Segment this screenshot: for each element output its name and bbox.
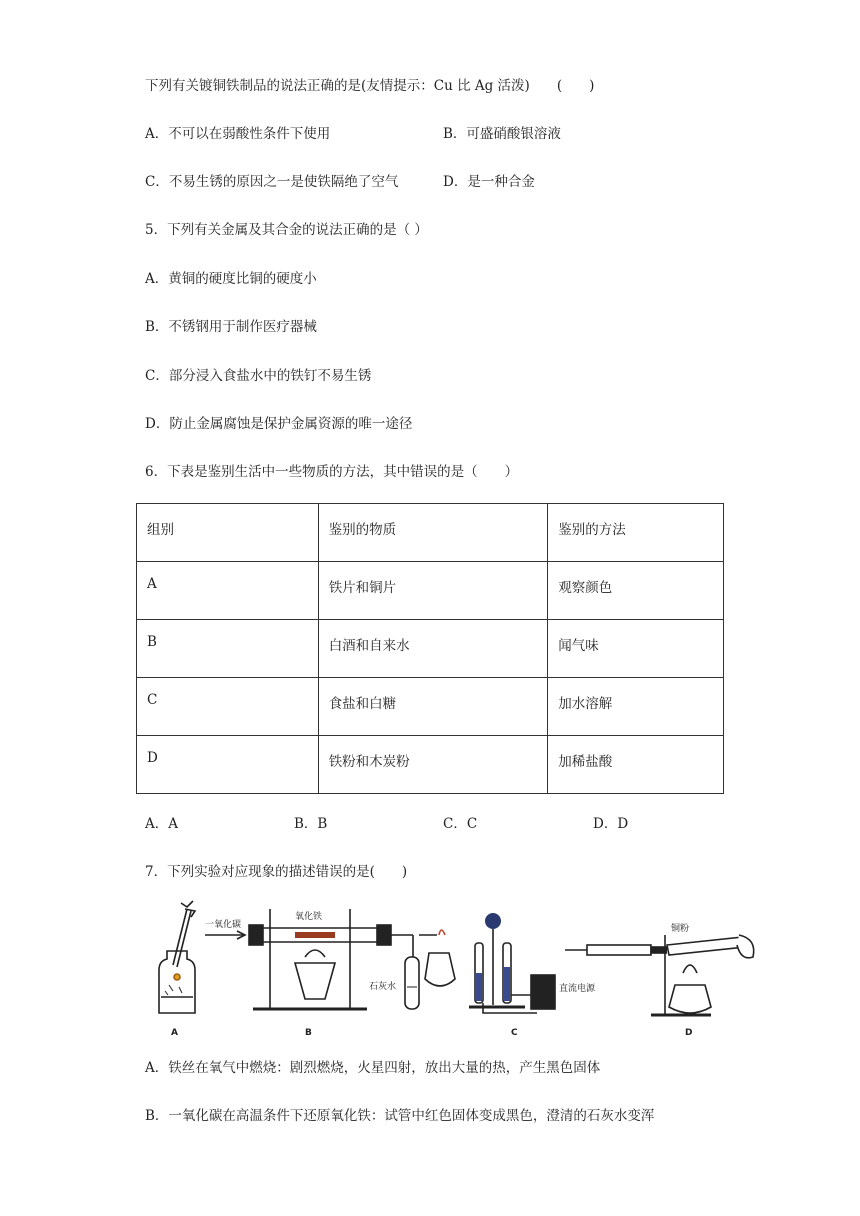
table-header-cell: 鉴别的物质 <box>318 504 548 562</box>
table-cell: 铁粉和木炭粉 <box>318 736 548 794</box>
q6-stem: 6．下表是鉴别生活中一些物质的方法，其中错误的是（ ） <box>145 464 519 480</box>
q7-experiment-figure <box>145 895 765 1045</box>
q6-option-c: C．C <box>443 816 478 832</box>
q4-option-d: D．是一种合金 <box>443 174 535 190</box>
table-row <box>137 562 724 620</box>
table-cell: A <box>137 562 319 620</box>
q6-option-b: B．B <box>294 816 328 832</box>
table-cell: 加水溶解 <box>548 678 724 736</box>
table-cell: 闻气味 <box>548 620 724 678</box>
table-cell: 加稀盐酸 <box>548 736 724 794</box>
table-row <box>137 678 724 736</box>
apparatus-b <box>205 909 455 1009</box>
table-cell: C <box>137 678 319 736</box>
table-cell: 铁片和铜片 <box>318 562 548 620</box>
figure-label-b: B <box>305 1028 312 1038</box>
caption-limewater: 石灰水 <box>369 982 397 992</box>
table-cell: 观察颜色 <box>548 562 724 620</box>
table-header-cell: 组别 <box>137 504 319 562</box>
figure-label-a: A <box>171 1028 178 1038</box>
q6-option-d: D．D <box>593 816 629 832</box>
caption-power: 直流电源 <box>559 984 596 994</box>
q4-stem: 下列有关镀铜铁制品的说法正确的是(友情提示：Cu 比 Ag 活泼) ( ) <box>145 78 595 94</box>
apparatus-c <box>469 913 555 1013</box>
table-row <box>137 736 724 794</box>
q4-option-b: B．可盛硝酸银溶液 <box>443 126 561 142</box>
q5-option-a: A．黄铜的硬度比铜的硬度小 <box>145 271 317 287</box>
apparatus-a <box>159 901 195 1013</box>
q7-option-b: B．一氧化碳在高温条件下还原氧化铁：试管中红色固体变成黑色，澄清的石灰水变浑 <box>145 1108 655 1124</box>
caption-cu: 铜粉 <box>671 924 690 934</box>
q5-stem: 5．下列有关金属及其合金的说法正确的是（ ） <box>145 222 428 238</box>
caption-fe2o3: 氧化铁 <box>295 912 323 922</box>
figure-label-d: D <box>685 1028 693 1038</box>
table-cell: B <box>137 620 319 678</box>
q7-stem: 7．下列实验对应现象的描述错误的是( ) <box>145 864 408 880</box>
q7-option-a: A．铁丝在氧气中燃烧：剧烈燃烧，火星四射，放出大量的热，产生黑色固体 <box>145 1060 601 1076</box>
q5-option-d: D．防止金属腐蚀是保护金属资源的唯一途径 <box>145 416 413 432</box>
q6-option-a: A．A <box>145 816 178 832</box>
table-cell: 白酒和自来水 <box>318 620 548 678</box>
q4-option-a: A．不可以在弱酸性条件下使用 <box>145 126 331 142</box>
table-header-cell: 鉴别的方法 <box>548 504 724 562</box>
q4-option-c: C．不易生锈的原因之一是使铁隔绝了空气 <box>145 174 399 190</box>
caption-co: 一氧化碳 <box>205 920 242 930</box>
figure-label-c: C <box>511 1028 518 1038</box>
q5-option-c: C．部分浸入食盐水中的铁钉不易生锈 <box>145 368 372 384</box>
table-cell: 食盐和白糖 <box>318 678 548 736</box>
q6-table <box>136 503 724 794</box>
q5-option-b: B．不锈钢用于制作医疗器械 <box>145 319 317 335</box>
table-cell: D <box>137 736 319 794</box>
table-header-row <box>137 504 724 562</box>
table-row <box>137 620 724 678</box>
apparatus-d <box>565 935 754 1015</box>
